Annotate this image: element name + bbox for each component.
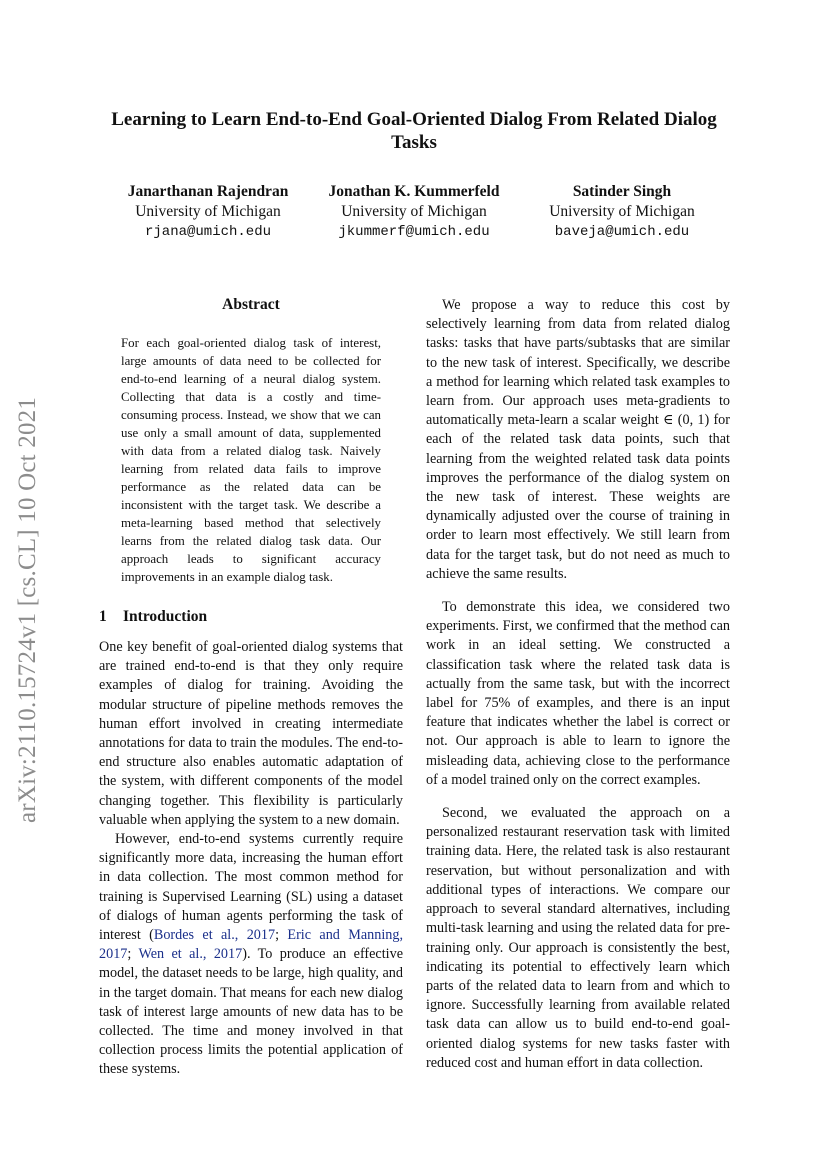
author-affiliation: University of Michigan (135, 203, 281, 220)
right-paragraph-1: We propose a way to reduce this cost by selectively learning from data from related dialog tasks: tasks that have parts/subtasks that are similar to the new task of interest. Specifically, we describe a method for learning which related task examples to learn from. Our approach uses meta-gradients to automatically meta-learn a scalar weight ∈ (0, 1) for each of the related task data points, such that learning from the weighted related task data points improves the performance of the dialog system on the new task of interest. These weights are dynamically adjusted over the course of training in order to learn most effectively. We still learn from data for the target task, but do not need as much to achieve the same results. (426, 297, 730, 582)
author-name: Satinder Singh (572, 183, 672, 200)
author-block (0, 182, 828, 242)
section-title: Introduction (123, 608, 208, 625)
section-number: 1 (99, 608, 107, 625)
author-name: Janarthanan Rajendran (127, 183, 289, 200)
citation-separator: ; (275, 927, 288, 944)
author-email[interactable]: jkummerf@umich.edu (338, 224, 490, 240)
right-paragraph-2: To demonstrate this idea, we considered two experiments. First, we confirmed that the method can work in an ideal setting. We constructed a classification task where the related task data is actually from the same task, but with the incorrect label for 75% of examples, and there is an input feature that indicates whether the label is correct or not. Our approach is able to learn to ignore the misleading data, achieving close to the performance of a model trained only on the correct examples. (426, 599, 730, 788)
right-column (426, 296, 730, 1073)
author-name: Jonathan K. Kummerfeld (328, 183, 500, 200)
citation-separator: ; (127, 946, 139, 963)
arxiv-identifier: arXiv:2110.15724v1 [cs.CL] 10 Oct 2021 (14, 396, 41, 824)
author-affiliation: University of Michigan (341, 203, 487, 220)
paragraph-text: However, end-to-end systems currently require significantly more data, increasing the human effort in data collection. The most common method for training is Supervised Learning (SL) using a dataset of dialogs of human agents performing the task of interest ( (99, 831, 403, 944)
paragraph-text: ). To produce an effective model, the dataset needs to be large, high quality, and in the target domain. That means for each new dialog task of interest large amounts of new data has to be collected. The time and money involved in that collection process limits the potential application of these systems. (99, 946, 403, 1078)
paper-title: Learning to Learn End-to-End Goal-Oriented Dialog From Related Dialog Tasks (111, 109, 717, 153)
right-paragraph-3: Second, we evaluated the approach on a personalized restaurant reservation task with limited training data. Here, the related task is also restaurant reservation, but without personalization and with additional types of interactions. We compare our approach to several standard alternatives, including multi-task learning and using the related data for pre-training only. Our approach is consistently the best, indicating its potential to effectively learn which parts of the related data to learn from and which to ignore. Successfully learning from available related task data can allow us to build end-to-end goal-oriented dialog systems for new tasks faster with reduced cost and human effort in data collection. (426, 805, 730, 1071)
author-affiliation: University of Michigan (549, 203, 695, 220)
abstract-heading: Abstract (222, 296, 280, 313)
author-email[interactable]: rjana@umich.edu (144, 224, 272, 240)
author-2 (314, 182, 514, 242)
author-3 (522, 182, 722, 242)
citation-link[interactable]: Bordes et al., 2017 (153, 927, 276, 944)
author-1 (108, 182, 308, 242)
abstract-text: For each goal-oriented dialog task of interest, large amounts of data need to be collected for end-to-end learning of a neural dialog system. Collecting that data is a costly and time-consuming process. Instead, we show that we can use only a small amount of data, supplemented with data from a related dialog task. Naively learning from related data fails to improve performance as the related data can be inconsistent with the target task. We describe a meta-learning based method that selectively learns from the related dialog task data. Our approach leads to significant accuracy improvements in an example dialog task. (121, 336, 381, 584)
intro-paragraph-2 (99, 830, 403, 1080)
citation-link[interactable]: Wen et al., 2017 (138, 946, 243, 963)
intro-paragraph-1: One key benefit of goal-oriented dialog systems that are trained end-to-end is that they only require examples of dialog for training. Avoiding the modular structure of pipeline methods removes the human effort involved in creating intermediate annotations for data to train the modules. The end-to-end structure also enables automatic adaptation of the system, with different components of the model changing together. This flexibility is particularly valuable when applying the system to a new domain. (99, 639, 403, 828)
citation-link[interactable]: Eric and Manning, 2017 (99, 927, 404, 963)
section-heading-introduction (99, 608, 403, 626)
author-email[interactable]: baveja@umich.edu (554, 224, 690, 240)
left-column (99, 296, 403, 1080)
